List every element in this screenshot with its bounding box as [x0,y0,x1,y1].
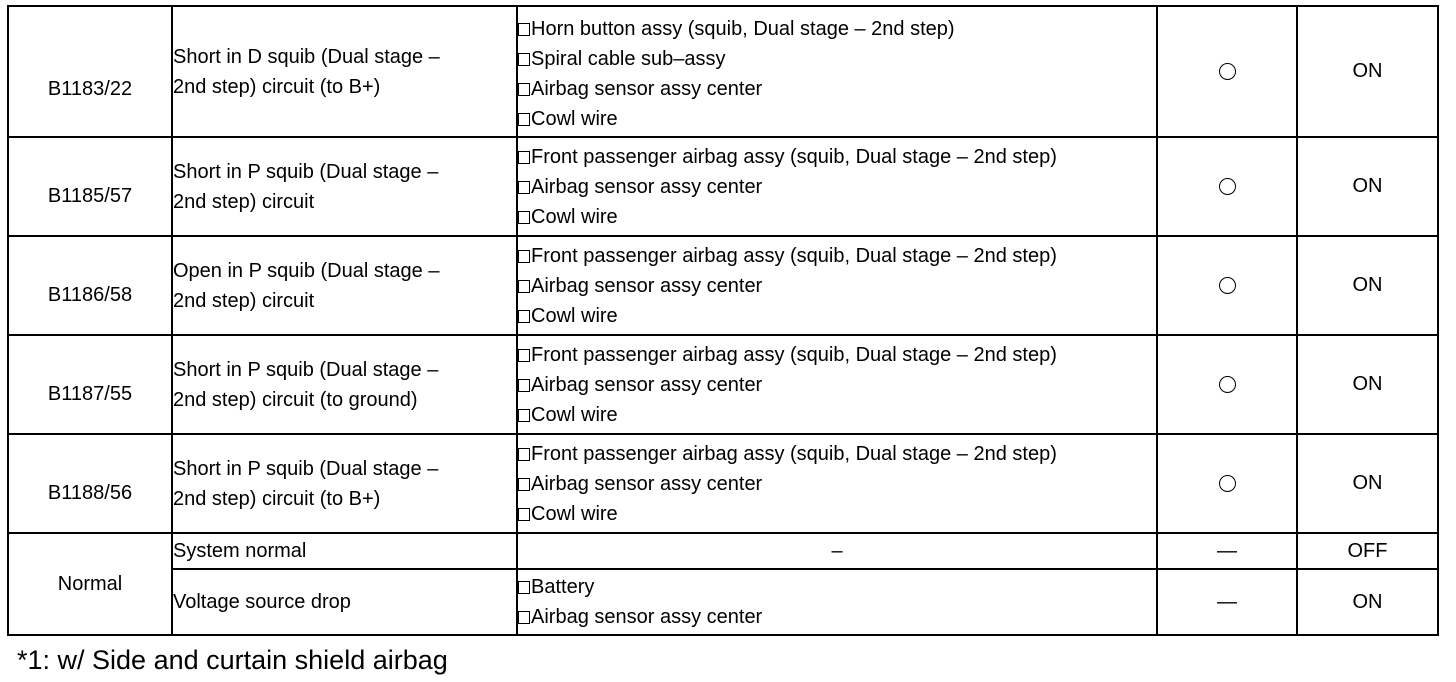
list-item: Cowl wire [518,400,1156,430]
list-item: Front passenger airbag assy (squib, Dual stage – 2nd step) [518,241,1156,271]
warning-light-status: ON [1297,335,1438,434]
checkbox-icon [518,250,530,263]
table-row [8,6,1438,137]
list-item: Airbag sensor assy center [518,469,1156,499]
circle-icon [1219,178,1236,195]
checkbox-icon [518,53,530,66]
dtc-code: B1186/58 [8,236,172,335]
warning-light-status: ON [1297,569,1438,635]
circle-icon [1219,63,1236,80]
table-row [8,137,1438,236]
list-item: Front passenger airbag assy (squib, Dual stage – 2nd step) [518,340,1156,370]
table-row [8,533,1438,569]
dtc-code: B1187/55 [8,335,172,434]
trouble-area [517,434,1157,533]
checkbox-icon [518,409,530,422]
warning-light-status: ON [1297,6,1438,137]
checkbox-icon [518,211,530,224]
list-item: Airbag sensor assy center [518,172,1156,202]
checkbox-icon [518,349,530,362]
checkbox-icon [518,23,530,36]
list-item: Airbag sensor assy center [518,370,1156,400]
detection-item: Open in P squib (Dual stage – 2nd step) circuit [172,236,517,335]
detection-item: Short in P squib (Dual stage – 2nd step) circuit (to ground) [172,335,517,434]
checkbox-icon [518,113,530,126]
table-row [8,335,1438,434]
memory-mark [1157,434,1297,533]
list-item: Airbag sensor assy center [518,74,1156,104]
trouble-area [517,569,1157,635]
list-item: Front passenger airbag assy (squib, Dual stage – 2nd step) [518,439,1156,469]
detection-item: Short in P squib (Dual stage – 2nd step) circuit (to B+) [172,434,517,533]
list-item: Spiral cable sub–assy [518,44,1156,74]
checkbox-icon [518,151,530,164]
warning-light-status: ON [1297,236,1438,335]
checkbox-icon [518,181,530,194]
list-item: Battery [518,572,1156,602]
dtc-code: Normal [8,533,172,635]
checkbox-icon [518,478,530,491]
memory-mark [1157,137,1297,236]
trouble-area: – [517,533,1157,569]
list-item: Horn button assy (squib, Dual stage – 2nd step) [518,14,1156,44]
circle-icon [1219,277,1236,294]
memory-mark: — [1157,533,1297,569]
warning-light-status: OFF [1297,533,1438,569]
detection-item: Short in D squib (Dual stage – 2nd step) circuit (to B+) [172,6,517,137]
checkbox-icon [518,611,530,624]
list-item: Airbag sensor assy center [518,271,1156,301]
checkbox-icon [518,379,530,392]
memory-mark: — [1157,569,1297,635]
memory-mark [1157,335,1297,434]
warning-light-status: ON [1297,137,1438,236]
table-row [8,569,1438,635]
dtc-code: B1185/57 [8,137,172,236]
checkbox-icon [518,310,530,323]
list-item: Airbag sensor assy center [518,602,1156,632]
footnote: *1: w/ Side and curtain shield airbag [17,645,448,675]
warning-light-status: ON [1297,434,1438,533]
list-item: Front passenger airbag assy (squib, Dual stage – 2nd step) [518,142,1156,172]
table-row [8,236,1438,335]
dtc-code: B1183/22 [8,6,172,137]
dtc-table [7,5,1439,636]
trouble-area [517,137,1157,236]
trouble-area [517,335,1157,434]
circle-icon [1219,475,1236,492]
checkbox-icon [518,508,530,521]
circle-icon [1219,376,1236,393]
list-item: Cowl wire [518,104,1156,134]
table-row [8,434,1438,533]
trouble-area [517,236,1157,335]
checkbox-icon [518,280,530,293]
checkbox-icon [518,448,530,461]
checkbox-icon [518,83,530,96]
dtc-code: B1188/56 [8,434,172,533]
list-item: Cowl wire [518,202,1156,232]
list-item: Cowl wire [518,499,1156,529]
detection-item: Short in P squib (Dual stage – 2nd step) circuit [172,137,517,236]
checkbox-icon [518,581,530,594]
detection-item: Voltage source drop [172,569,517,635]
list-item: Cowl wire [518,301,1156,331]
detection-item: System normal [172,533,517,569]
memory-mark [1157,236,1297,335]
memory-mark [1157,6,1297,137]
trouble-area [517,6,1157,137]
